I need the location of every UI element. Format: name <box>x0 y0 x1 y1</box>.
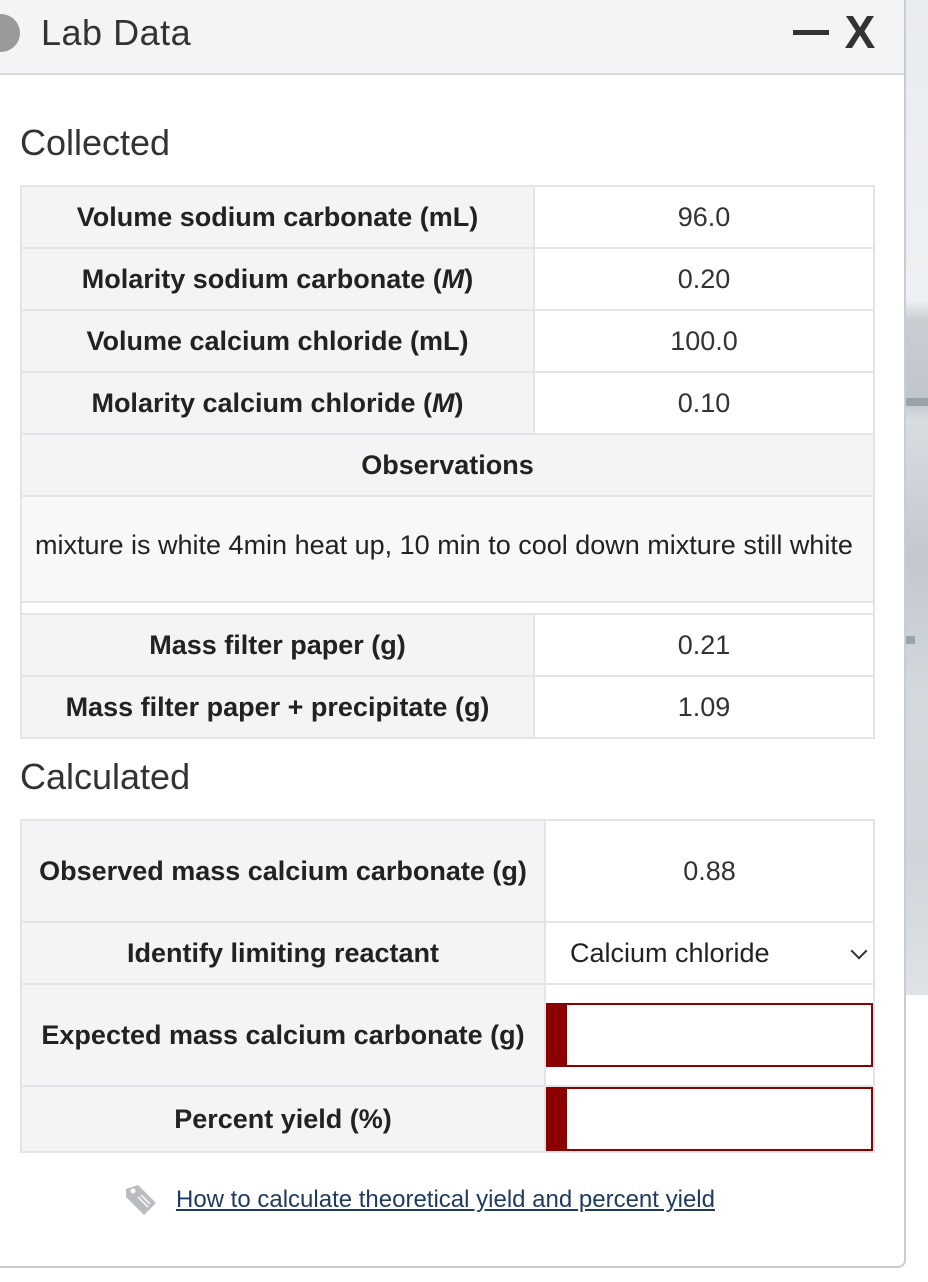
help-row <box>124 1180 715 1220</box>
observations-heading: Observations <box>21 434 874 496</box>
expected-mass-input[interactable] <box>567 1005 871 1065</box>
calculated-table <box>20 819 875 1153</box>
row-label: Mass filter paper (g) <box>21 614 534 676</box>
expected-mass-input-box <box>546 1003 873 1067</box>
table-row <box>21 372 874 434</box>
window-title: Lab Data <box>41 12 192 53</box>
close-button[interactable]: X <box>844 6 876 58</box>
table-row <box>21 922 874 984</box>
table-row <box>21 248 874 310</box>
percent-yield-input[interactable] <box>567 1089 871 1149</box>
observations-text: mixture is white 4min heat up, 10 min to cool down mixture still white <box>21 496 874 602</box>
select-value: Calcium chloride <box>570 937 770 968</box>
collected-table <box>20 185 875 739</box>
table-row <box>21 310 874 372</box>
table-row <box>21 1086 874 1152</box>
percent-yield-label: Percent yield (%) <box>21 1086 545 1152</box>
expected-mass-cell <box>545 984 874 1086</box>
row-label: Mass filter paper + precipitate (g) <box>21 676 534 738</box>
row-label: Molarity calcium chloride (M) <box>21 372 534 434</box>
percent-yield-input-box <box>546 1087 873 1151</box>
limiting-reactant-select[interactable] <box>545 922 874 984</box>
row-value: 96.0 <box>534 186 874 248</box>
table-spacer <box>21 602 874 614</box>
limiting-reactant-label: Identify limiting reactant <box>21 922 545 984</box>
table-row <box>21 984 874 1086</box>
panel-handle-icon[interactable] <box>0 14 20 52</box>
row-value: 100.0 <box>534 310 874 372</box>
row-value: 1.09 <box>534 676 874 738</box>
tag-icon <box>124 1183 158 1217</box>
expected-mass-label: Expected mass calcium carbonate (g) <box>21 984 545 1086</box>
chevron-down-icon <box>851 943 868 960</box>
table-row <box>21 614 874 676</box>
observations-header-row <box>21 434 874 496</box>
title-bar[interactable] <box>0 0 904 75</box>
row-value: 0.20 <box>534 248 874 310</box>
row-value: 0.10 <box>534 372 874 434</box>
error-flag <box>548 1005 567 1065</box>
minimize-button[interactable] <box>793 30 829 35</box>
row-label: Molarity sodium carbonate (M) <box>21 248 534 310</box>
background-scene <box>905 0 928 995</box>
row-label: Volume sodium carbonate (mL) <box>21 186 534 248</box>
table-row <box>21 676 874 738</box>
row-label: Volume calcium chloride (mL) <box>21 310 534 372</box>
collected-heading: Collected <box>20 122 171 163</box>
observed-mass-value: 0.88 <box>545 820 874 922</box>
observed-mass-label: Observed mass calcium carbonate (g) <box>21 820 545 922</box>
table-row <box>21 186 874 248</box>
table-row <box>21 820 874 922</box>
error-flag <box>548 1089 567 1149</box>
calculated-heading: Calculated <box>20 756 191 797</box>
percent-yield-cell <box>545 1086 874 1152</box>
row-value: 0.21 <box>534 614 874 676</box>
observations-row <box>21 496 874 602</box>
help-link[interactable]: How to calculate theoretical yield and percent yield <box>176 1186 715 1213</box>
